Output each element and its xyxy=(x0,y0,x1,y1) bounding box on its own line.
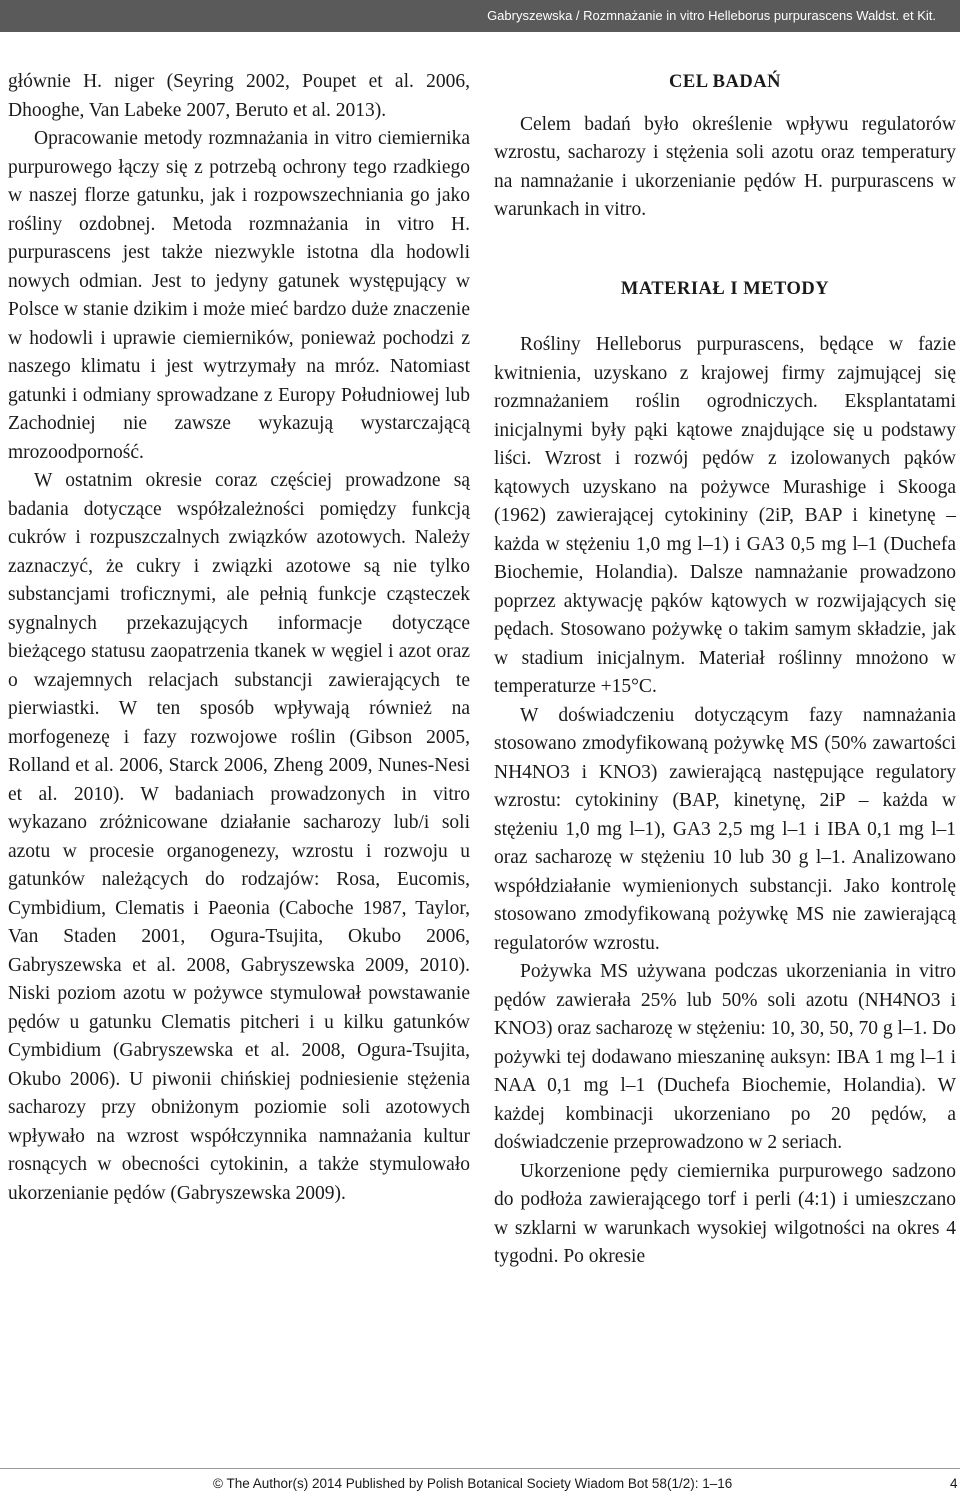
right-column xyxy=(494,68,956,1272)
footer-citation: © The Author(s) 2014 Published by Polish Botanical Society Wiadom Bot 58(1/2): 1–16 xyxy=(213,1476,733,1491)
running-header xyxy=(0,0,960,32)
left-paragraph-1: głównie H. niger (Seyring 2002, Poupet et al. 2006, Dhooghe, Van Labeke 2007, Beruto et al. 2013). xyxy=(8,71,470,121)
left-column xyxy=(8,68,470,1208)
left-paragraph-2: Opracowanie metody rozmnażania in vitro ciemiernika purpurowego łączy się z potrzebą ochrony tego rzadkiego w naszej florze gatunku, jak i rozpowszechniania go jako rośliny ozdobnej. Metoda rozmnażania in vitro H. purpurascens jest także niezwykle istotna dla hodowli nowych odmian. Jest to jedyny gatunek występujący w Polsce w stanie dzikim i może mieć bardzo duże znaczenie w hodowli i uprawie ciemierników, ponieważ pochodzi z naszego klimatu i jest wytrzymały na mróz. Natomiast gatunki i odmiany sprowadzane z Europy Południowej lub Zachodniej nie zawsze wykazują wystarczającą mrozoodporność. xyxy=(8,128,470,463)
right-paragraph-1: Celem badań było określenie wpływu regulatorów wzrostu, sacharozy i stężenia soli azotu oraz temperatury na namnażanie i ukorzenianie pędów H. purpurascens w warunkach in vitro. xyxy=(494,113,956,220)
section-heading-material-metody: MATERIAŁ I METODY xyxy=(620,278,830,299)
right-paragraph-2: Rośliny Helleborus purpurascens, będące w fazie kwitnienia, uzyskano z krajowej firmy zajmującej się rozmnażaniem roślin ogrodniczych. Eksplantatami inicjalnymi były pąki kątowe znajdujące się u podstawy liści. Wzrost i rozwój pędów z izolowanych pąków kątowych uzyskano na pożywce Murashige i Skooga (1962) zawierającej cytokininy (2iP, BAP i kinetynę – każda w stężeniu 1,0 mg l–1) i GA3 0,5 mg l–1 (Duchefa Biochemie, Holandia). Dalsze namnażanie prowadzono poprzez aktywację pąków kątowych w rozwijających się pędach. Stosowano pożywkę o takim samym składzie, jak w stadium inicjalnym. Materiał roślinny mnożono w temperaturze +15°C. xyxy=(494,334,956,697)
section-heading-cel-badan: CEL BADAŃ xyxy=(669,72,781,92)
right-paragraph-5: Ukorzenione pędy ciemiernika purpurowego sadzono do podłoża zawierającego torf i perli (4:1) i umieszczano w szklarni w warunkach wysokiej wilgotności na okres 4 tygodni. Po okresie xyxy=(494,1160,956,1267)
running-head-text: Gabryszewska / Rozmnażanie in vitro Helleborus purpurascens Waldst. et Kit. xyxy=(487,8,936,23)
page-number: 4 xyxy=(950,1476,958,1491)
footer-divider xyxy=(0,1468,960,1469)
right-paragraph-3: W doświadczeniu dotyczącym fazy namnażania stosowano zmodyfikowaną pożywkę MS (50% zawartości NH4NO3 i KNO3) zawierającą następujące regulatory wzrostu: cytokininy (BAP, kinetynę, 2iP – każda w stężeniu 1,0 mg l–1), GA3 2,5 mg l–1 i IBA 0,1 mg l–1 oraz sacharozę w stężeniu 10 lub 30 g l–1. Analizowano współdziałanie wymienionych substancji. Jako kontrolę stosowano zmodyfikowaną pożywkę MS nie zawierającą regulatorów wzrostu. xyxy=(494,704,956,954)
left-paragraph-3: W ostatnim okresie coraz częściej prowadzone są badania dotyczące współzależności pomiędzy funkcją cukrów i rozpuszczalnych związków azotowych. Należy zaznaczyć, że cukry i związki azotowe są nie tylko substancjami troficznymi, ale pełnią funkcje cząsteczek sygnalnych przekazujących informacje dotyczące bieżącego statusu zaopatrzenia tkanek w węgiel i azot oraz o wzajemnych relacjach substancji zawierających te pierwiastki. W ten sposób wpływają również na morfogenezę i fazy rozwojowe roślin (Gibson 2005, Rolland et al. 2006, Starck 2006, Zheng 2009, Nunes-Nesi et al. 2010). W badaniach prowadzonych in vitro wykazano zróżnicowane działanie sacharozy lub/i soli azotu w procesie organogenezy, wzrostu i rozwoju u gatunków należących do rodzajów: Rosa, Eucomis, Cymbidium, Clematis i Paeonia (Caboche 1987, Taylor, Van Staden 2001, Ogura-Tsujita, Okubo 2006, Gabryszewska et al. 2008, Gabryszewska 2009, 2010). Niski poziom azotu w pożywce stymulował powstawanie pędów u gatunku Clematis pitcheri i u kilku gatunków Cymbidium (Gabryszewska et al. 2008, Ogura-Tsujita, Okubo 2006). U piwonii chińskiej podniesienie stężenia sacharozy przy obniżonym poziomie soli azotowych wpływało na wzrost współczynnika namnażania kultur rosnących w obecności cytokinin, a także stymulowało ukorzenianie pędów (Gabryszewska 2009). xyxy=(8,470,470,1204)
page-footer xyxy=(0,1476,960,1500)
right-paragraph-4: Pożywka MS używana podczas ukorzeniania in vitro pędów zawierała 25% lub 50% soli azotu (NH4NO3 i KNO3) oraz sacharozę w stężeniu: 10, 30, 50, 70 g l–1. Do pożywki tej dodawano mieszaninę auksyn: IBA 1 mg l–1 i NAA 0,1 mg l–1 (Duchefa Biochemie, Holandia). W każdej kombinacji ukorzeniano po 20 pędów, a doświadczenie przeprowadzono w 2 seriach. xyxy=(494,961,956,1153)
